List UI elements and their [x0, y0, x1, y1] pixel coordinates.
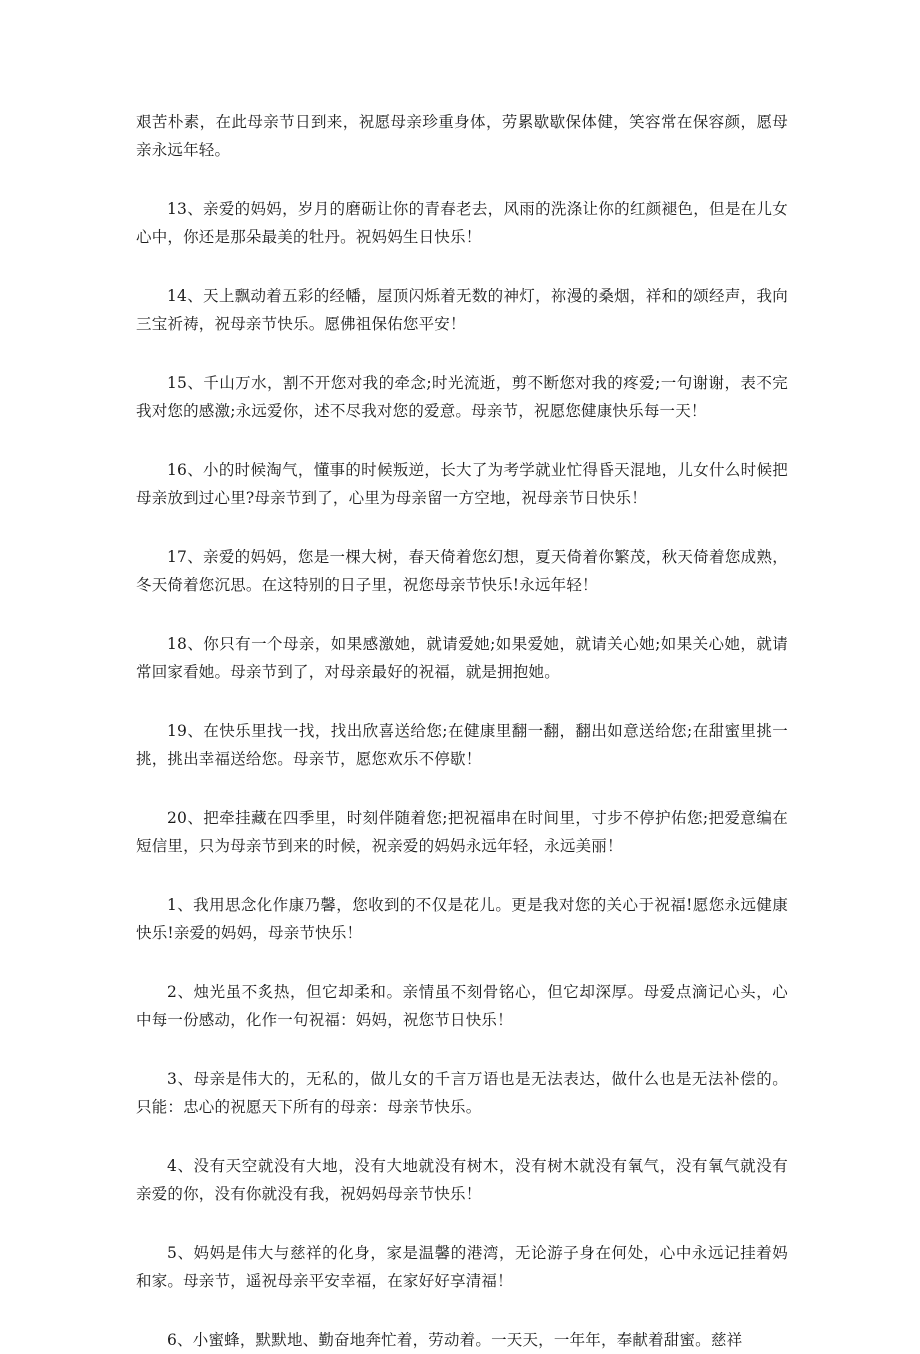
paragraph-14: 14、天上飘动着五彩的经幡，屋顶闪烁着无数的神灯，祢漫的桑烟，祥和的颂经声，我向三宝祈祷，祝母亲节快乐。愿佛祖保佑您平安！: [136, 287, 788, 333]
paragraph-16: 16、小的时候淘气，懂事的时候叛逆，长大了为考学就业忙得昏天混地，儿女什么时候把母亲放到过心里?母亲节到了，心里为母亲留一方空地，祝母亲节日快乐！: [136, 461, 788, 507]
paragraph-continued: 艰苦朴素，在此母亲节日到来，祝愿母亲珍重身体，劳累歇歇保体健，笑容常在保容颜，愿母亲永远年轻。: [136, 113, 788, 159]
paragraph-5: 5、妈妈是伟大与慈祥的化身，家是温馨的港湾，无论游子身在何处，心中永远记挂着妈和家。母亲节，遥祝母亲平安幸福，在家好好享清福！: [136, 1244, 788, 1290]
paragraph-2: 2、烛光虽不炙热，但它却柔和。亲情虽不刻骨铭心，但它却深厚。母爱点滴记心头，心中每一份感动，化作一句祝福：妈妈，祝您节日快乐！: [136, 983, 788, 1029]
document-page: [136, 108, 788, 1354]
paragraph-3: 3、母亲是伟大的，无私的，做儿女的千言万语也是无法表达，做什么也是无法补偿的。只能：忠心的祝愿天下所有的母亲：母亲节快乐。: [136, 1070, 788, 1116]
paragraph-1: 1、我用思念化作康乃馨，您收到的不仅是花儿。更是我对您的关心于祝福!愿您永远健康快乐!亲爱的妈妈，母亲节快乐！: [136, 896, 788, 942]
paragraph-18: 18、你只有一个母亲，如果感激她，就请爱她;如果爱她，就请关心她;如果关心她，就请常回家看她。母亲节到了，对母亲最好的祝福，就是拥抱她。: [136, 635, 788, 681]
paragraph-17: 17、亲爱的妈妈，您是一棵大树，春天倚着您幻想，夏天倚着你繁茂，秋天倚着您成熟，冬天倚着您沉思。在这特别的日子里，祝您母亲节快乐!永远年轻！: [136, 548, 788, 594]
paragraph-19: 19、在快乐里找一找，找出欣喜送给您;在健康里翻一翻，翻出如意送给您;在甜蜜里挑一挑，挑出幸福送给您。母亲节，愿您欢乐不停歇！: [136, 722, 788, 768]
paragraph-13: 13、亲爱的妈妈，岁月的磨砺让你的青春老去，风雨的洗涤让你的红颜褪色，但是在儿女心中，你还是那朵最美的牡丹。祝妈妈生日快乐！: [136, 200, 788, 246]
paragraph-20: 20、把牵挂藏在四季里，时刻伴随着您;把祝福串在时间里，寸步不停护佑您;把爱意编在短信里，只为母亲节到来的时候，祝亲爱的妈妈永远年轻，永远美丽！: [136, 809, 788, 855]
paragraph-4: 4、没有天空就没有大地，没有大地就没有树木，没有树木就没有氧气，没有氧气就没有亲爱的你，没有你就没有我，祝妈妈母亲节快乐！: [136, 1157, 788, 1203]
paragraph-6: 6、小蜜蜂，默默地、勤奋地奔忙着，劳动着。一天天，一年年，奉献着甜蜜。慈祥: [167, 1331, 743, 1349]
paragraph-15: 15、千山万水，割不开您对我的牵念;时光流逝，剪不断您对我的疼爱;一句谢谢，表不完我对您的感激;永远爱你，述不尽我对您的爱意。母亲节，祝愿您健康快乐每一天！: [136, 374, 788, 420]
